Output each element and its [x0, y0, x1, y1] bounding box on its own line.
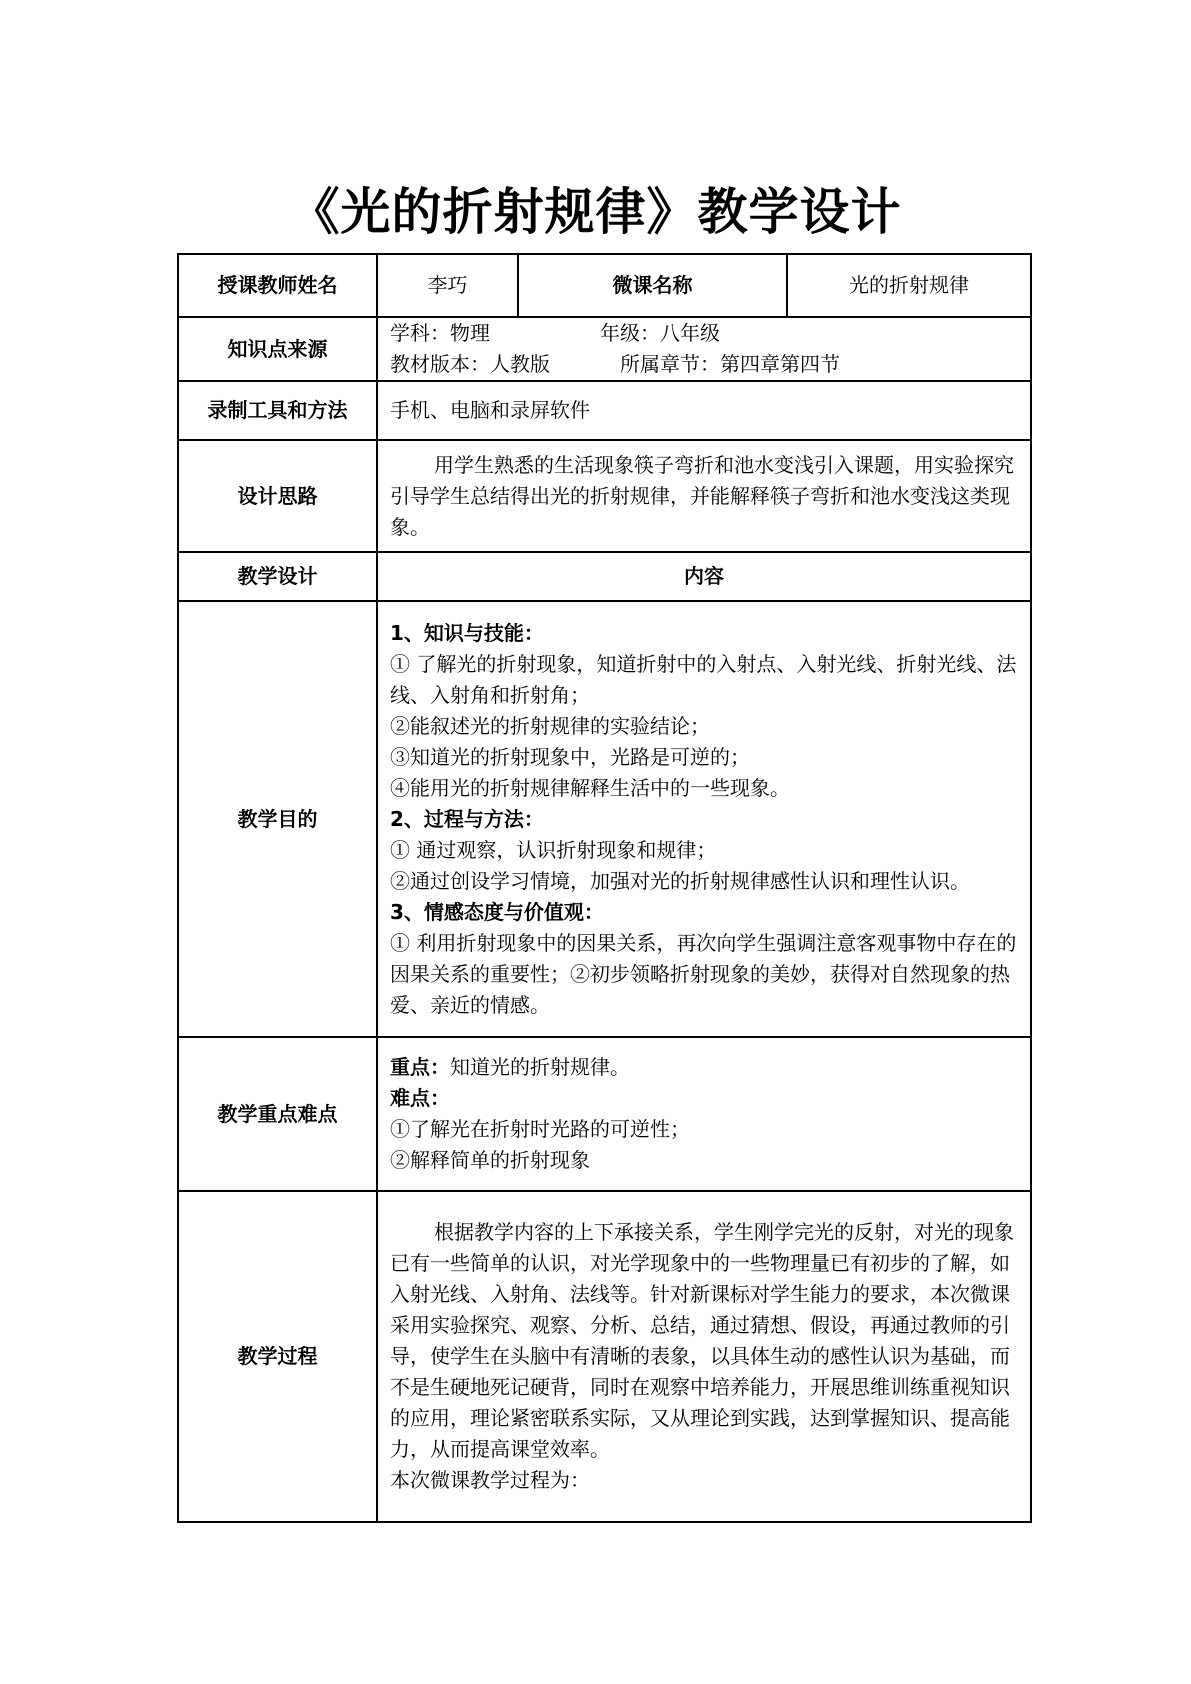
- source-line-1: [390, 318, 1018, 349]
- row-goals: [178, 601, 1031, 1037]
- source-line-2: [390, 349, 1018, 380]
- teacher-label: 授课教师姓名: [178, 254, 377, 317]
- difficulty-label: 难点：: [390, 1086, 450, 1110]
- row-source: [178, 317, 1031, 381]
- source-content: [377, 317, 1031, 381]
- course-label: 微课名称: [518, 254, 787, 317]
- key-line: [390, 1052, 1018, 1083]
- goals-emotion-1: ① 利用折射现象中的因果关系，再次向学生强调注意客观事物中存在的因果关系的重要性；②初步领略折射现象的美妙，获得对自然现象的热爱、亲近的情感。: [390, 930, 1017, 1017]
- key-content: [377, 1037, 1031, 1191]
- row-tools: [178, 381, 1031, 440]
- goals-content: [377, 601, 1031, 1037]
- row-header: [178, 552, 1031, 601]
- course-value: 光的折射规律: [787, 254, 1031, 317]
- goals-heading-2: 2、过程与方法：: [390, 806, 544, 831]
- goals-heading-3: 3、情感态度与价值观：: [390, 899, 604, 924]
- teacher-value: 李巧: [377, 254, 518, 317]
- key-label: 教学重点难点: [178, 1037, 377, 1191]
- difficulty-2: ②解释简单的折射现象: [390, 1148, 590, 1172]
- idea-label: 设计思路: [178, 440, 377, 552]
- source-grade: 年级：八年级: [600, 321, 720, 345]
- row-key: [178, 1037, 1031, 1191]
- goals-process-1: ① 通过观察，认识折射现象和规律；: [390, 837, 717, 862]
- row-teacher: [178, 254, 1031, 317]
- process-text: 根据教学内容的上下承接关系，学生刚学完光的反射，对光的现象已有一些简单的认识，对光学现象中的一些物理量已有初步的了解，如入射光线、入射角、法线等。针对新课标对学生能力的要求，本次微课采用实验探究、观察、分析、总结，通过猜想、假设，再通过教师的引导，使学生在头脑中有清晰的表象，以具体生动的感性认识为基础，而不是生硬地死记硬背，同时在观察中培养能力，开展思维训练重视知识的应用，理论紧密联系实际，又从理论到实践，达到掌握知识、提高能力，从而提高课堂效率。: [390, 1220, 1014, 1461]
- goals-label: 教学目的: [178, 601, 377, 1037]
- process-label: 教学过程: [178, 1191, 377, 1522]
- goals-process-2: ②通过创设学习情境，加强对光的折射规律感性认识和理性认识。: [390, 868, 970, 893]
- lesson-plan-table: [177, 253, 1032, 1523]
- source-label: 知识点来源: [178, 317, 377, 381]
- content-label: 内容: [377, 552, 1031, 601]
- key-point-label: 重点：: [390, 1055, 450, 1079]
- page-title: 《光的折射规律》教学设计: [289, 183, 902, 241]
- process-content: [377, 1191, 1031, 1522]
- tools-label: 录制工具和方法: [178, 381, 377, 440]
- row-idea: [178, 440, 1031, 552]
- key-point-text: 知道光的折射规律。: [450, 1055, 630, 1079]
- goals-heading-1: 1、知识与技能：: [390, 620, 544, 645]
- source-edition: 教材版本：人教版: [390, 352, 550, 376]
- goals-knowledge-4: ④能用光的折射规律解释生活中的一些现象。: [390, 775, 790, 800]
- tools-value: 手机、电脑和录屏软件: [377, 381, 1031, 440]
- row-process: [178, 1191, 1031, 1522]
- goals-knowledge-3: ③知道光的折射现象中，光路是可逆的；: [390, 744, 750, 769]
- difficulty-1: ①了解光在折射时光路的可逆性；: [390, 1117, 690, 1141]
- goals-knowledge-1: ① 了解光的折射现象，知道折射中的入射点、入射光线、折射光线、法线、入射角和折射角；: [390, 651, 1017, 707]
- source-chapter: 所属章节：第四章第四节: [620, 352, 840, 376]
- process-tail: 本次微课教学过程为：: [390, 1468, 590, 1492]
- goals-knowledge-2: ②能叙述光的折射规律的实验结论；: [390, 713, 710, 738]
- idea-content: [377, 440, 1031, 552]
- source-subject: 学科：物理: [390, 321, 490, 345]
- design-label: 教学设计: [178, 552, 377, 601]
- idea-text: 用学生熟悉的生活现象筷子弯折和池水变浅引入课题，用实验探究引导学生总结得出光的折射规律，并能解释筷子弯折和池水变浅这类现象。: [390, 452, 1014, 539]
